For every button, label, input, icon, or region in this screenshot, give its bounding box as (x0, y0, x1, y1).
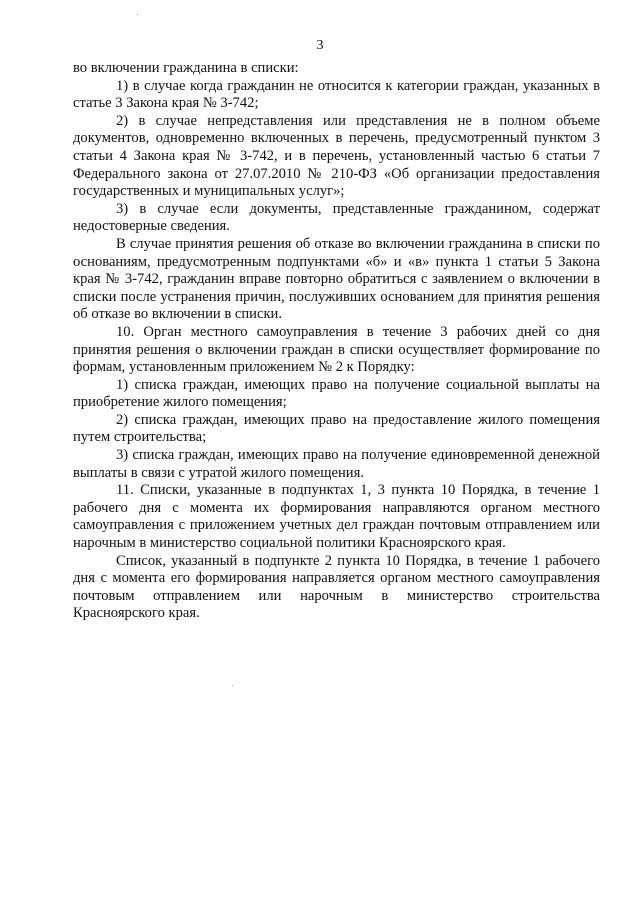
paragraph-list-2: 2) списка граждан, имеющих право на предоставление жилого помещения путем строительства; (73, 411, 600, 446)
paragraph-refusal-repeat: В случае принятия решения об отказе во включении гражданина в списки по основаниям, предусмотренным подпунктами «б» и «в» пункта 1 статьи 5 Закона края № 3-742, гражданин вправе повторно обратиться с заявлением о включении в списки после устранения причин, послуживших основанием для принятия решения об отказе во включении в списки. (73, 235, 600, 323)
scan-speck (137, 14, 138, 15)
scan-speck (232, 685, 233, 686)
paragraph-clause-11: 11. Списки, указанные в подпунктах 1, 3 пункта 10 Порядка, в течение 1 рабочего дня с момента их формирования направляются органом местного самоуправления с приложением учетных дел граждан почтовым отправлением или нарочным в министерство социальной политики Красноярского края. (73, 482, 600, 552)
page-number: 3 (316, 38, 324, 53)
paragraph-clause-10: 10. Орган местного самоуправления в течение 3 рабочих дней со дня принятия решения о включении граждан в списки осуществляет формирование по формам, установленным приложением № 2 к Порядку: (73, 323, 600, 376)
paragraph-continuation: во включении гражданина в списки: (73, 60, 299, 76)
paragraph-reason-1: 1) в случае когда гражданин не относится к категории граждан, указанных в статье 3 Закона края № 3-742; (73, 77, 600, 112)
paragraph-reason-2: 2) в случае непредставления или представления не в полном объеме документов, одновременно включенных в перечень, предусмотренный пунктом 3 статьи 4 Закона края № 3-742, и в перечень, установленный частью 6 статьи 7 Федерального закона от 27.07.2010 № 210-ФЗ «Об организации предоставления государственных и муниципальных услуг»; (73, 112, 600, 200)
paragraph-list-1: 1) списка граждан, имеющих право на получение социальной выплаты на приобретение жилого помещения; (73, 376, 600, 411)
paragraph-list-2-routing: Список, указанный в подпункте 2 пункта 10 Порядка, в течение 1 рабочего дня с момента его формирования направляется органом местного самоуправления почтовым отправлением или нарочным в министерство строительства Красноярского края. (73, 552, 600, 622)
document-body (73, 60, 600, 623)
paragraph-list-3: 3) списка граждан, имеющих право на получение единовременной денежной выплаты в связи с утратой жилого помещения. (73, 447, 600, 481)
paragraph-reason-3: 3) в случае если документы, представленные гражданином, содержат недостоверные сведения. (73, 200, 600, 235)
